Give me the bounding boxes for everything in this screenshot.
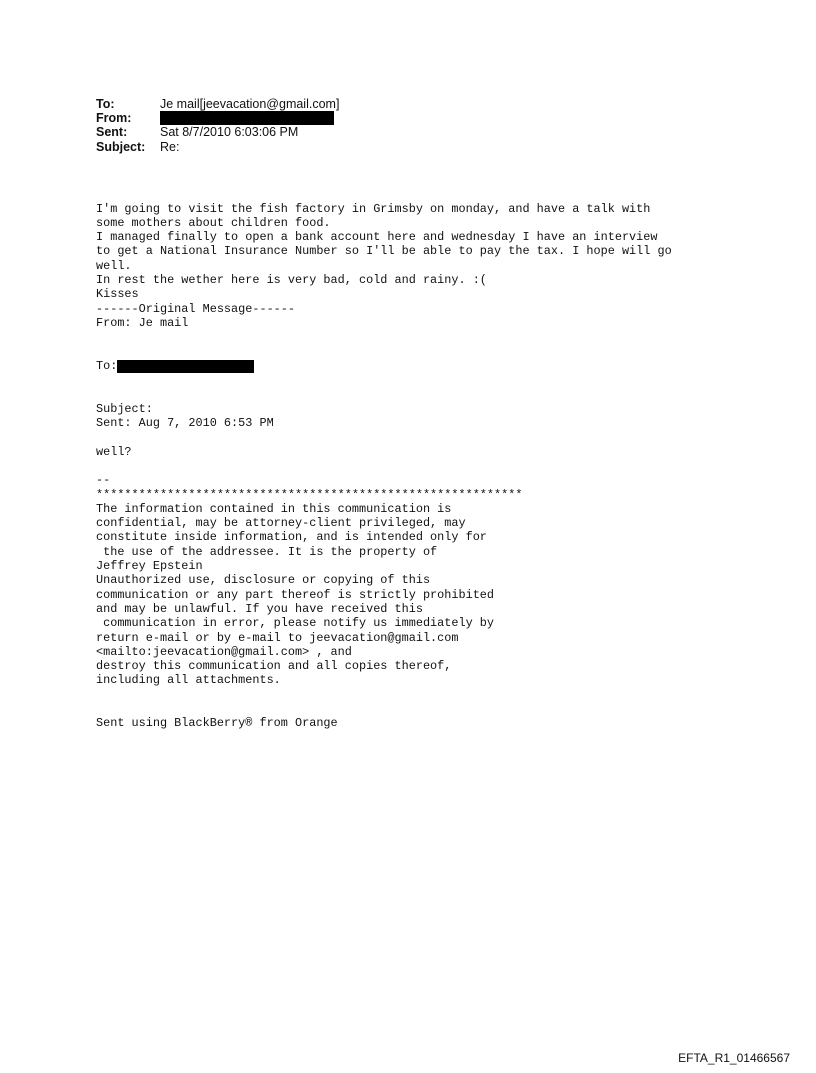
body-line: and may be unlawful. If you have received this [96,601,423,616]
subject-value: Re: [160,139,180,154]
body-line: -- [96,473,111,488]
body-line: return e-mail or by e-mail to jeevacation@gmail.com [96,630,459,645]
subject-row [96,140,339,154]
sent-value: Sat 8/7/2010 6:03:06 PM [160,125,299,140]
to-value: Je mail[jeevacation@gmail.com] [160,97,340,111]
body-line: confidential, may be attorney-client privileged, may [96,516,466,531]
body-line: the use of the addressee. It is the property of [96,544,438,559]
sent-row [96,125,339,139]
body-line: including all attachments. [96,673,281,688]
body-line: communication or any part thereof is strictly prohibited [96,587,495,602]
body-line: Subject: [96,401,153,416]
body-line: some mothers about children food. [96,215,331,230]
body-line [96,688,672,702]
body-line: well? [96,444,132,459]
body-line: Sent using BlackBerry® from Orange [96,716,338,731]
body-line [96,702,672,716]
body-line: From: Je mail [96,315,189,330]
body-line: Kisses [96,287,139,302]
sent-label: Sent: [96,125,128,140]
to-redaction [117,360,254,373]
from-label: From: [96,111,132,126]
body-line: constitute inside information, and is intended only for [96,530,487,545]
body-line: The information contained in this communication is [96,501,452,516]
body-line: Unauthorized use, disclosure or copying of this [96,573,431,588]
subject-label: Subject: [96,139,146,154]
body-lines-top [96,202,672,331]
email-header [96,97,339,154]
body-line: destroy this communication and all copies thereof, [96,659,452,674]
body-line: Jeffrey Epstein [96,559,203,574]
from-redaction [160,111,334,125]
body-line [96,459,672,473]
original-to-line [96,359,672,373]
body-line: I managed finally to open a bank account here and wednesday I have an interview [96,230,658,245]
email-body [96,173,672,759]
original-to-label: To: [96,358,118,373]
from-row [96,111,339,125]
body-line: to get a National Insurance Number so I'll be able to pay the tax. I hope will go [96,244,672,259]
to-row [96,97,339,111]
document-id: EFTA_R1_01466567 [678,1051,790,1065]
body-line: In rest the wether here is very bad, cold and rainy. :( [96,273,487,288]
body-line: <mailto:jeevacation@gmail.com> , and [96,644,352,659]
body-line: well. [96,258,132,273]
body-line: communication in error, please notify us immediately by [96,616,495,631]
to-label: To: [96,97,115,111]
body-line: I'm going to visit the fish factory in Grimsby on monday, and have a talk with [96,201,651,216]
body-line [96,430,672,444]
body-lines-bottom [96,402,672,731]
body-line: ************************************************************ [96,487,523,502]
body-line: Sent: Aug 7, 2010 6:53 PM [96,416,274,431]
body-line: ------Original Message------ [96,301,296,316]
